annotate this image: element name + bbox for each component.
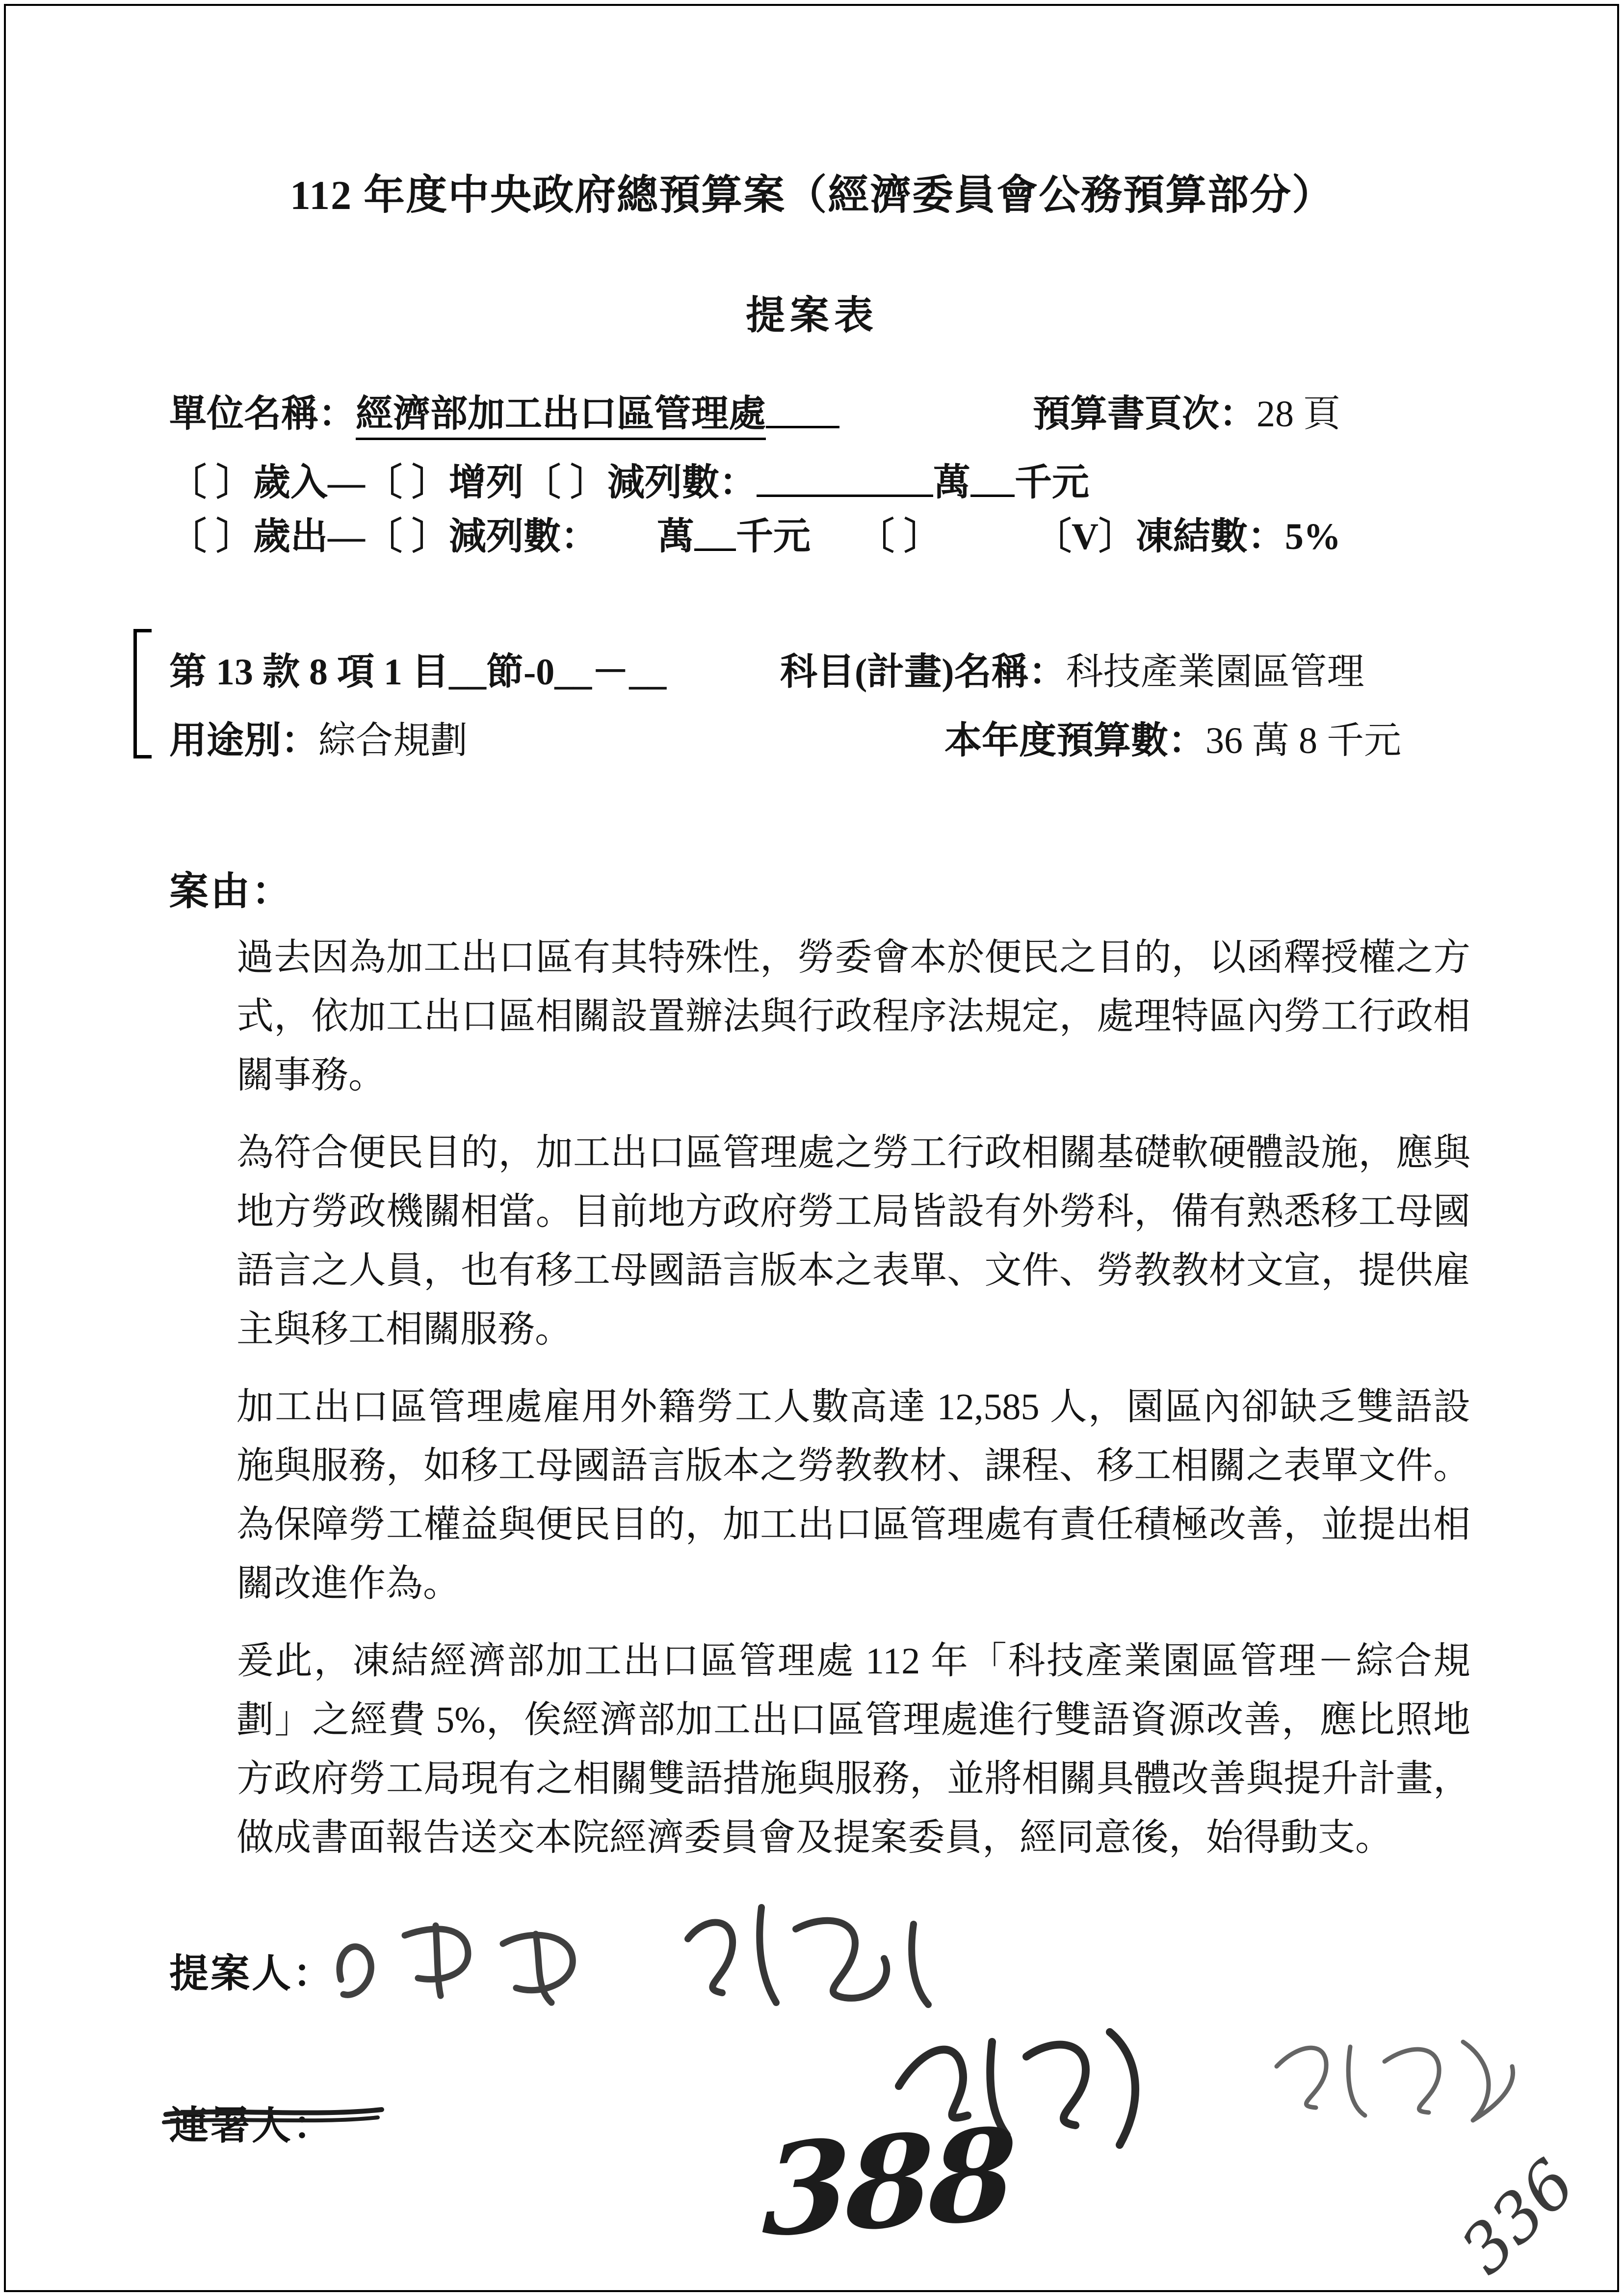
usage-line <box>169 710 468 764</box>
revenue-row <box>169 452 1089 506</box>
document-title: 112 年度中央政府總預算案（經濟委員會公務預算部分） <box>289 173 1335 218</box>
unit-name-blank <box>766 394 839 428</box>
unit-name-row <box>169 384 839 437</box>
case-paragraph-4: 爰此，凍結經濟部加工出口區管理處 112 年「科技產業園區管理－綜合規劃」之經費 5%，俟經濟部加工出口區管理處進行雙語資源改善，應比照地方政府勞工局現有之相關雙語措施與服務，並將相關具體改善與提升計畫，做成書面報告送交本院經濟委員會及提案委員，經同意後，始得動支。 <box>236 1641 1470 1858</box>
revenue-wan-unit: 萬 <box>933 462 970 503</box>
freeze-label: 凍結數： <box>1135 516 1285 557</box>
handwritten-corner-number: 336 <box>1446 2144 1590 2289</box>
budget-page-label: 預算書頁次： <box>1033 393 1257 435</box>
case-paragraph-2: 為符合便民目的，加工出口區管理處之勞工行政相關基礎軟硬體設施，應與地方勞政機關相當。目前地方政府勞工局皆設有外勞科，備有熟悉移工母國語言之人員，也有移工母國語言版本之表單、文件、勞教教材文宣，提供雇主與移工相關服務。 <box>236 1132 1470 1350</box>
case-reason-label: 案由： <box>169 870 293 913</box>
clause-left-bracket <box>133 629 152 758</box>
case-paragraph-3: 加工出口區管理處雇用外籍勞工人數高達 12,585 人，園區內卻缺乏雙語設施與服務，如移工母國語言版本之勞教教材、課程、移工相關之表單文件。為保障勞工權益與便民目的，加工出口區管理處有責任積極改善，並提出相關改進作為。 <box>236 1386 1470 1604</box>
proposer-label: 提案人： <box>169 1953 334 1996</box>
freeze-value: 5% <box>1284 516 1341 557</box>
subject-line <box>780 642 1364 695</box>
budget-page-row <box>1033 384 1340 437</box>
expense-wan-unit: 萬 <box>657 516 694 557</box>
annual-budget-label: 本年度預算數： <box>944 720 1205 761</box>
expense-qian-blank <box>694 517 736 551</box>
proposer-signature-4 <box>1277 2042 1513 2120</box>
clause-number-line: 第 13 款 8 項 1 目__節-0__－__ <box>169 652 667 693</box>
revenue-qian-blank <box>970 463 1015 497</box>
document-subtitle: 提案表 <box>746 294 878 338</box>
proposer-signature-2 <box>688 1907 928 2005</box>
usage-label: 用途別： <box>169 720 318 761</box>
proposer-signature-1 <box>340 1926 573 2003</box>
revenue-row-prefix: 〔 〕歲入—〔 〕增列〔 〕減列數： <box>169 462 757 503</box>
usage-value: 綜合規劃 <box>318 720 468 761</box>
case-paragraph-1: 過去因為加工出口區有其特殊性，勞委會本於便民之目的，以函釋授權之方式，依加工出口區相關設置辦法與行政程序法規定，處理特區內勞工行政相關事務。 <box>236 937 1470 1096</box>
revenue-amount-blank <box>757 463 933 497</box>
freeze-checked-checkbox: 〔V〕 <box>1034 516 1136 557</box>
cosigner-label: 連署人： <box>169 2105 334 2148</box>
subject-value: 科技產業園區管理 <box>1066 652 1364 693</box>
subject-label: 科目(計畫)名稱： <box>780 652 1066 693</box>
annual-budget-value: 36 萬 8 千元 <box>1205 720 1401 761</box>
expense-qian-unit: 千元 <box>736 516 811 557</box>
revenue-qian-unit: 千元 <box>1015 462 1089 503</box>
unit-name-label: 單位名稱： <box>169 393 356 435</box>
case-reason-body <box>236 928 1470 1886</box>
handwritten-page-number: 388 <box>760 2100 1015 2266</box>
unit-name-value: 經濟部加工出口區管理處 <box>356 393 766 440</box>
expense-row-prefix: 〔 〕歲出—〔 〕減列數： <box>169 516 598 557</box>
annual-budget-line <box>944 710 1401 764</box>
expense-empty-checkbox: 〔 〕 <box>857 516 941 557</box>
budget-page-value: 28 頁 <box>1257 393 1340 435</box>
expense-row <box>169 506 1341 560</box>
